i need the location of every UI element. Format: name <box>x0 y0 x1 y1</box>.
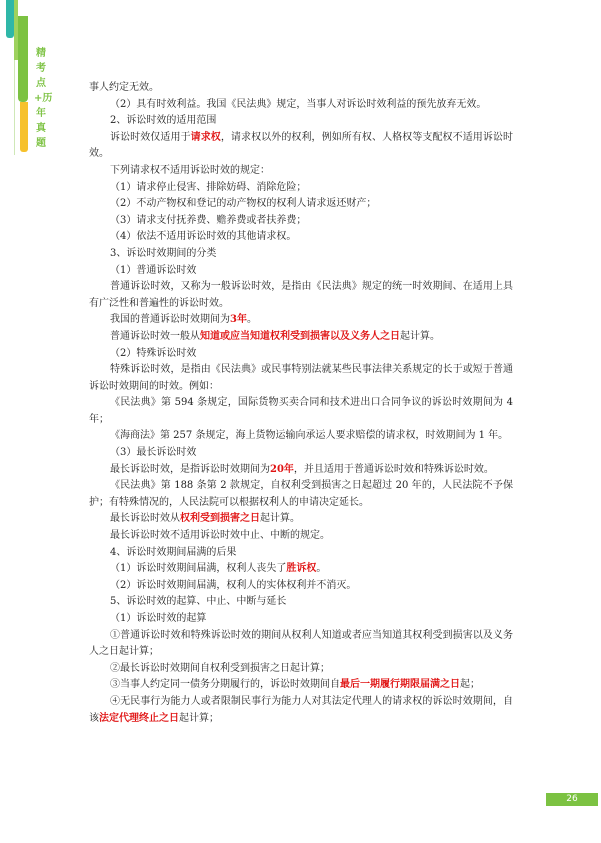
text-segment: ，并且适用于普通诉讼时效和特殊诉讼时效。 <box>293 463 494 475</box>
paragraph <box>89 611 513 628</box>
paragraph <box>89 428 513 445</box>
paragraph <box>89 229 513 246</box>
text-segment: 《海商法》第 257 条规定，海上货物运输向承运人要求赔偿的请求权，时效期间为 1 年。 <box>110 430 509 442</box>
decorative-bar-green <box>18 16 28 102</box>
paragraph <box>89 561 513 578</box>
paragraph <box>89 80 513 97</box>
text-segment: 4、诉讼时效期间届满的后果 <box>110 546 237 558</box>
page-number: 26 <box>546 793 598 806</box>
paragraph <box>89 130 513 163</box>
paragraph <box>89 445 513 462</box>
text-segment: （1）普通诉讼时效 <box>110 264 197 276</box>
text-segment: ④无民事行为能力人或者限制民事行为能力人对其法定代理人的请求权的诉讼时效期间，自该 <box>89 695 513 724</box>
paragraph <box>89 528 513 545</box>
decorative-divider-line <box>14 60 15 155</box>
text-segment: （2）具有时效利益。我国《民法典》规定，当事人对诉讼时效利益的预先放弃无效。 <box>110 98 487 110</box>
paragraph <box>89 694 513 727</box>
text-segment: 。 <box>316 563 327 575</box>
text-segment: （2）特殊诉讼时效 <box>110 347 197 359</box>
text-segment: 普通诉讼时效，又称为一般诉讼时效，是指由《民法典》规定的统一时效期间、在适用上具有广泛性和普遍性的诉讼时效。 <box>89 281 513 309</box>
text-segment: 《民法典》第 594 条规定，国际货物买卖合同和技术进出口合同争议的诉讼时效期间为 4 年； <box>89 397 513 425</box>
paragraph <box>89 511 513 528</box>
highlighted-term: 最后一期履行期限届满之日 <box>340 679 460 691</box>
paragraph <box>89 263 513 280</box>
text-segment: 特殊诉讼时效，是指由《民法典》或民事特别法就某些民事法律关系规定的长于或短于普通诉讼时效期间的时效。例如： <box>89 364 513 392</box>
highlighted-term: 3年 <box>230 314 247 326</box>
paragraph <box>89 163 513 180</box>
text-segment: ，请求权以外的权利，例如所有权、人格权等支配权不适用诉讼时效。 <box>89 131 514 160</box>
paragraph <box>89 329 513 346</box>
highlighted-term: 法定代理终止之日 <box>99 712 179 724</box>
paragraph <box>89 213 513 230</box>
paragraph <box>89 346 513 363</box>
paragraph <box>89 677 513 694</box>
text-segment: （2）诉讼时效期间届满，权利人的实体权利并不消灭。 <box>110 579 357 591</box>
paragraph <box>89 180 513 197</box>
text-segment: 《民法典》第 188 条第 2 款规定，自权利受到损害之日起超过 20 年的，人民法院不予保护；有特殊情况的，人民法院可以根据权利人的申请决定延长。 <box>89 480 513 508</box>
text-segment: 2、诉讼时效的适用范围 <box>110 115 217 127</box>
paragraph <box>89 113 513 130</box>
paragraph <box>89 578 513 595</box>
highlighted-term: 知道或应当知道权利受到损害以及义务人之日 <box>200 330 400 342</box>
text-segment: 最长诉讼时效，是指诉讼时效期间为 <box>110 463 270 475</box>
text-segment: 起计算。 <box>400 330 440 342</box>
paragraph <box>89 312 513 329</box>
text-segment: （3）请求支付抚养费、赡养费或者扶养费； <box>110 214 307 226</box>
text-segment: ①普通诉讼时效和特殊诉讼时效的期间从权利人知道或者应当知道其权利受到损害以及义务人之日起计算； <box>89 629 513 658</box>
highlighted-term: 请求权 <box>190 131 221 143</box>
text-segment: （2）不动产物权和登记的动产物权的权利人请求返还财产； <box>110 198 377 210</box>
decorative-bar-teal <box>6 0 14 38</box>
text-segment: （1）诉讼时效的起算 <box>110 613 207 624</box>
text-segment: 我国的普通诉讼时效期间为 <box>110 314 230 326</box>
paragraph <box>89 462 513 479</box>
text-segment: 最长诉讼时效从 <box>110 513 180 525</box>
text-segment: 事人约定无效。 <box>89 82 159 93</box>
paragraph <box>89 97 513 114</box>
paragraph <box>89 196 513 213</box>
paragraph <box>89 545 513 562</box>
text-segment: ②最长诉讼时效期间自权利受到损害之日起计算； <box>110 662 330 674</box>
document-body <box>89 80 513 727</box>
paragraph <box>89 661 513 678</box>
text-segment: （4）依法不适用诉讼时效的其他请求权。 <box>110 231 297 243</box>
text-segment: （1）请求停止侵害、排除妨碍、消除危险； <box>110 181 307 193</box>
text-segment: 诉讼时效仅适用于 <box>110 131 191 143</box>
text-segment: 普通诉讼时效一般从 <box>110 330 200 342</box>
text-segment: ③当事人约定同一债务分期履行的，诉讼时效期间自 <box>110 679 340 691</box>
text-segment: （1）诉讼时效期间届满，权利人丧失了 <box>110 563 287 575</box>
paragraph <box>89 279 513 312</box>
paragraph <box>89 628 513 661</box>
highlighted-term: 20年 <box>270 463 294 475</box>
text-segment: 起； <box>460 679 480 691</box>
side-section-label: 精考点+历年真题 <box>34 48 53 149</box>
text-segment: 。 <box>246 314 257 326</box>
paragraph <box>89 246 513 263</box>
decorative-bar-yellow <box>20 102 28 152</box>
paragraph <box>89 594 513 611</box>
text-segment: 起计算； <box>179 712 219 724</box>
highlighted-term: 权利受到损害之日 <box>180 513 260 525</box>
text-segment: 起计算。 <box>260 513 300 525</box>
highlighted-term: 胜诉权 <box>286 563 317 575</box>
text-segment: 下列请求权不适用诉讼时效的规定： <box>110 164 270 176</box>
paragraph <box>89 478 513 511</box>
text-segment: 3、诉讼时效期间的分类 <box>110 247 217 259</box>
text-segment: 5、诉讼时效的起算、中止、中断与延长 <box>110 596 287 608</box>
paragraph <box>89 362 513 395</box>
text-segment: 最长诉讼时效不适用诉讼时效中止、中断的规定。 <box>110 530 330 542</box>
text-segment: （3）最长诉讼时效 <box>110 447 197 459</box>
paragraph <box>89 395 513 428</box>
